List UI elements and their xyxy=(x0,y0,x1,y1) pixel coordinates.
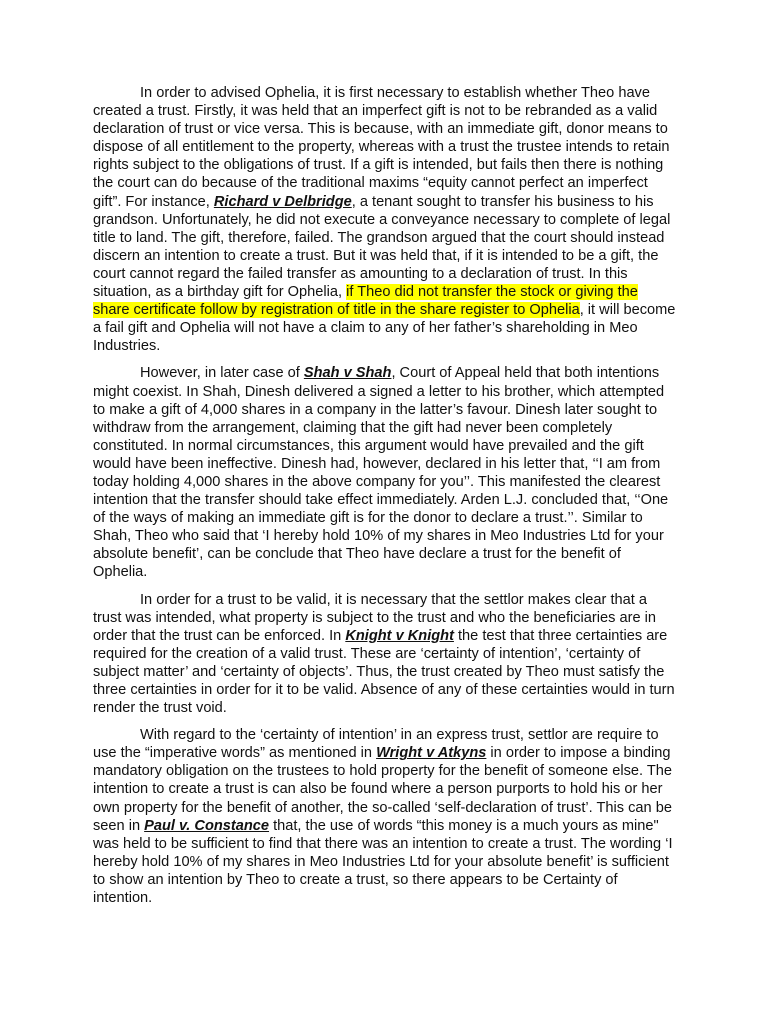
paragraph-certainty-of-intention xyxy=(93,726,676,907)
text-run: in order to impose a binding mandatory obligation on the trustees to hold property for the benefit of someone else. The intention to create a trust is can also be found where a person purports to hold his or her own property for the benefit of another, the so-called ‘self-declaration of trust’. This can be seen in xyxy=(93,745,672,834)
highlighted-text: if Theo did not transfer the stock or giving the share certificate follow by registration of title in the share register to Ophelia xyxy=(93,284,638,319)
paragraph-imperfect-gift xyxy=(93,84,676,355)
case-citation-knight-v-knight: Knight v Knight xyxy=(345,627,454,644)
text-run: However, in later case of xyxy=(140,365,304,382)
text-run: that, the use of words “this money is a much yours as mine" was held to be sufficient to find that there was an intention to create a trust. The wording ‘I hereby hold 10% of my shares in Meo Industries Ltd for your absolute benefit’ is sufficient to show an intention by Theo to create a trust, so there appears to be Certainty of intention. xyxy=(93,817,673,907)
text-run: , Court of Appeal held that both intentions might coexist. In Shah, Dinesh delivered a signed a letter to his brother, which attempted to make a gift of 4,000 shares in a company in the latter’s favour. Dinesh later sought to withdraw from the arrangement, claiming that the gift had never been completely constituted. In normal circumstances, this argument would have prevailed and the gift would have been ineffective. Dinesh had, however, declared in his letter that, ‘‘I am from today holding 4,000 shares in the above company for you’’. This manifested the clearest intention that the transfer should take effect immediately. Arden L.J. concluded that, ‘‘One of the ways of making an immediate gift is for the donor to declare a trust.’’. Similar to Shah, Theo who said that ‘I hereby hold 10% of my shares in Meo Industries Ltd for your absolute benefit’, can be conclude that Theo have declare a trust for the benefit of Ophelia. xyxy=(93,365,669,581)
paragraph-three-certainties xyxy=(93,591,676,718)
text-run: In order to advised Ophelia, it is first necessary to establish whether Theo have created a trust. Firstly, it was held that an imperfect gift is not to be rebranded as a valid declaration of trust or vice versa. This is because, with an immediate gift, donor means to dispose of all entitlement to the property, whereas with a trust the trustee intends to retain rights subject to the obligations of trust. If a gift is intended, but fails then there is nothing the court can do because of the traditional maxims “equity cannot perfect an imperfect gift”. For instance, xyxy=(93,85,670,210)
text-run: the test that three certainties are required for the creation of a valid trust. These are ‘certainty of intention’, ‘certainty of subject matter’ and ‘certainty of objects’. Thus, the trust created by Theo must satisfy the three certainties in order for it to be valid. Absence of any of these certainties would in turn render the trust void. xyxy=(93,627,675,717)
case-citation-richard-v-delbridge: Richard v Delbridge xyxy=(213,193,352,210)
text-run: In order for a trust to be valid, it is necessary that the settlor makes clear that a trust was intended, what property is subject to the trust and who the beneficiaries are in order that the trust can be enforced. In xyxy=(93,591,656,644)
text-run: With regard to the ‘certainty of intention’ in an express trust, settlor are require to use the “imperative words” as mentioned in xyxy=(93,727,659,762)
paragraph-shah-v-shah xyxy=(93,364,676,581)
text-run: , it will become a fail gift and Ophelia will not have a claim to any of her father’s shareholding in Meo Industries. xyxy=(93,302,676,355)
case-citation-wright-v-atkyns: Wright v Atkyns xyxy=(376,745,487,762)
case-citation-shah-v-shah: Shah v Shah xyxy=(303,365,392,382)
text-run: , a tenant sought to transfer his business to his grandson. Unfortunately, he did not execute a conveyance necessary to complete of legal title to land. The gift, therefore, failed. The grandson argued that the court should instead discern an intention to create a trust. But it was held that, if it is intended to be a gift, the court cannot regard the failed transfer as amounting to a declaration of trust. In this situation, as a birthday gift for Ophelia, xyxy=(93,193,671,301)
case-citation-paul-v-constance: Paul v. Constance xyxy=(144,817,270,834)
